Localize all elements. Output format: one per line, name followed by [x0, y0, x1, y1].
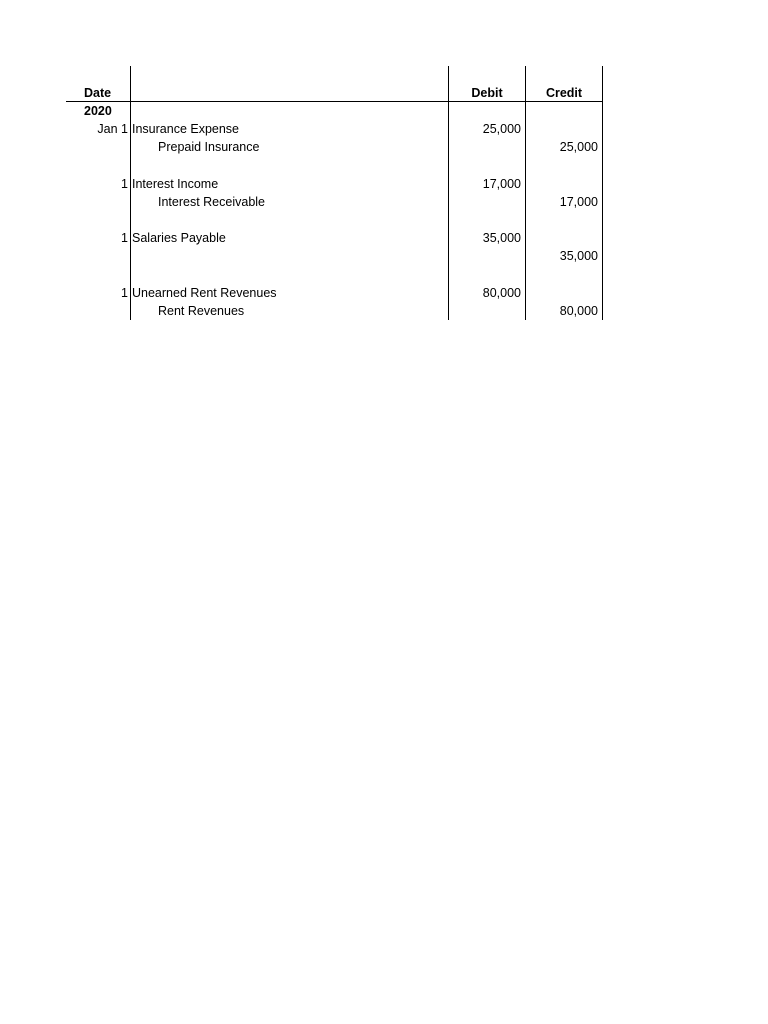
header-underline [66, 101, 603, 102]
entry-credit-account: Prepaid Insurance [158, 140, 260, 154]
entry-date: Jan 1 [97, 122, 128, 136]
entry-debit-amount: 17,000 [482, 177, 521, 191]
column-divider-account [448, 66, 449, 320]
header-date: Date [84, 86, 112, 100]
entry-credit-amount: 80,000 [559, 304, 598, 318]
header-credit: Credit [545, 86, 583, 100]
entry-debit-account: Insurance Expense [132, 122, 240, 136]
header-debit: Debit [471, 86, 503, 100]
entry-date: 1 [121, 286, 128, 300]
entry-debit-amount: 80,000 [482, 286, 521, 300]
entry-credit-account: Interest Receivable [158, 195, 266, 209]
entry-debit-account: Unearned Rent Revenues [132, 286, 277, 300]
entry-date: 1 [121, 231, 128, 245]
column-divider-credit [602, 66, 603, 320]
entry-debit-account: Salaries Payable [132, 231, 226, 245]
entry-credit-amount: 17,000 [559, 195, 598, 209]
year-label: 2020 [84, 104, 112, 118]
entry-credit-account: Rent Revenues [158, 304, 245, 318]
column-divider-date [130, 66, 131, 320]
entry-debit-amount: 35,000 [482, 231, 521, 245]
column-divider-debit [525, 66, 526, 320]
entry-debit-amount: 25,000 [482, 122, 521, 136]
entry-credit-amount: 35,000 [559, 249, 598, 263]
entry-credit-amount: 25,000 [559, 140, 598, 154]
journal-entry-table [0, 0, 768, 330]
entry-date: 1 [121, 177, 128, 191]
entry-debit-account: Interest Income [132, 177, 219, 191]
